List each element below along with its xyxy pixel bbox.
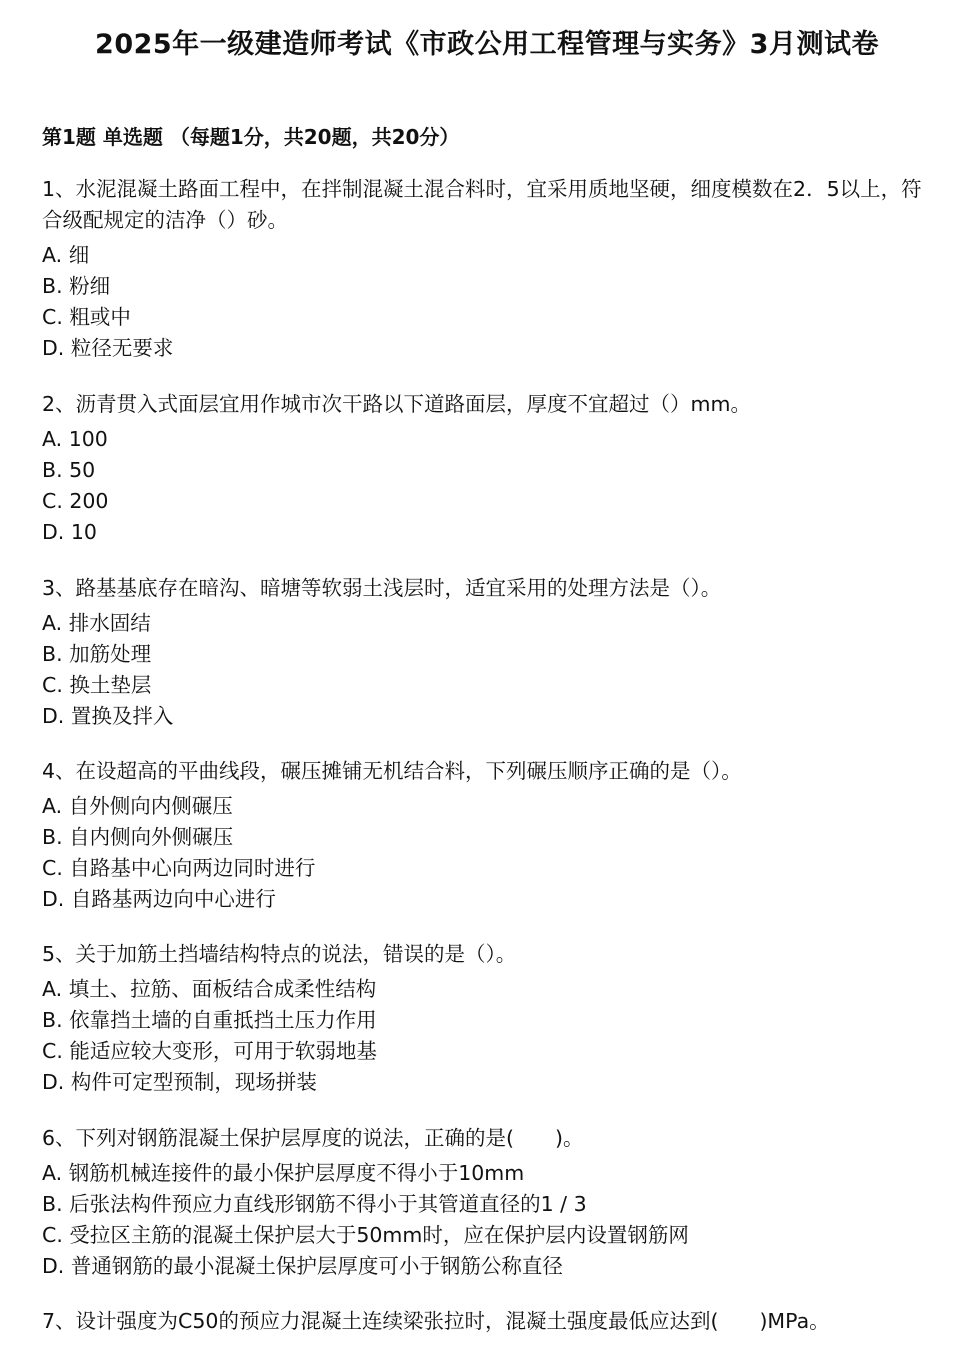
question-5: [42, 939, 934, 1098]
option-c: C. 粗或中: [42, 305, 131, 329]
option-c: C. 200: [42, 489, 109, 513]
option-a: A. 细: [42, 243, 90, 267]
document-title: 2025年一级建造师考试《市政公用工程管理与实务》3月测试卷: [95, 29, 879, 60]
option-c: C. 受拉区主筋的混凝土保护层大于50mm时，应在保护层内设置钢筋网: [42, 1223, 689, 1247]
option-d: D. 粒径无要求: [42, 336, 174, 360]
option-c: C. 能适应较大变形，可用于软弱地基: [42, 1039, 377, 1063]
option-d: D. 10: [42, 520, 97, 544]
option-b: B. 粉细: [42, 274, 111, 298]
option-d: D. 置换及拌入: [42, 704, 174, 728]
question-6: [42, 1123, 934, 1282]
question-1: [42, 174, 934, 364]
option-a: A. 自外侧向内侧碾压: [42, 794, 233, 818]
question-7: [42, 1306, 934, 1341]
option-b: B. 依靠挡土墙的自重抵挡土压力作用: [42, 1008, 377, 1032]
option-d: D. 构件可定型预制，现场拼装: [42, 1070, 317, 1094]
question-stem: 1、水泥混凝土路面工程中，在拌制混凝土混合料时，宜采用质地坚硬，细度模数在2．5以上，符合级配规定的洁净（）砂。: [42, 177, 922, 232]
section-heading: 第1题 单选题 （每题1分，共20题，共20分）: [42, 125, 460, 149]
question-stem: 6、下列对钢筋混凝土保护层厚度的说法，正确的是( )。: [42, 1126, 584, 1150]
option-b: B. 50: [42, 458, 96, 482]
option-b: B. 自内侧向外侧碾压: [42, 825, 234, 849]
option-c: C. 自路基中心向两边同时进行: [42, 856, 316, 880]
option-b: B. 加筋处理: [42, 642, 152, 666]
option-a: A. 钢筋机械连接件的最小保护层厚度不得小于10mm: [42, 1161, 525, 1185]
question-stem: 2、沥青贯入式面层宜用作城市次干路以下道路面层，厚度不宜超过（）mm。: [42, 392, 751, 416]
option-c: C. 换土垫层: [42, 673, 152, 697]
option-a: A. 排水固结: [42, 611, 151, 635]
question-3: [42, 573, 934, 732]
option-b: B. 后张法构件预应力直线形钢筋不得小于其管道直径的1 / 3: [42, 1192, 587, 1216]
option-d: D. 自路基两边向中心进行: [42, 887, 276, 911]
question-stem: 4、在设超高的平曲线段，碾压摊铺无机结合料，下列碾压顺序正确的是（）。: [42, 759, 742, 783]
question-2: [42, 389, 934, 548]
question-stem: 3、路基基底存在暗沟、暗塘等软弱土浅层时，适宜采用的处理方法是（）。: [42, 576, 722, 600]
option-a: A. 填土、拉筋、面板结合成柔性结构: [42, 977, 377, 1001]
question-stem: 7、设计强度为C50的预应力混凝土连续梁张拉时，混凝土强度最低应达到( )MPa。: [42, 1309, 830, 1333]
question-stem: 5、关于加筋土挡墙结构特点的说法，错误的是（）。: [42, 942, 517, 966]
option-a: A. 100: [42, 427, 108, 451]
question-4: [42, 756, 934, 915]
option-d: D. 普通钢筋的最小混凝土保护层厚度可小于钢筋公称直径: [42, 1254, 563, 1278]
